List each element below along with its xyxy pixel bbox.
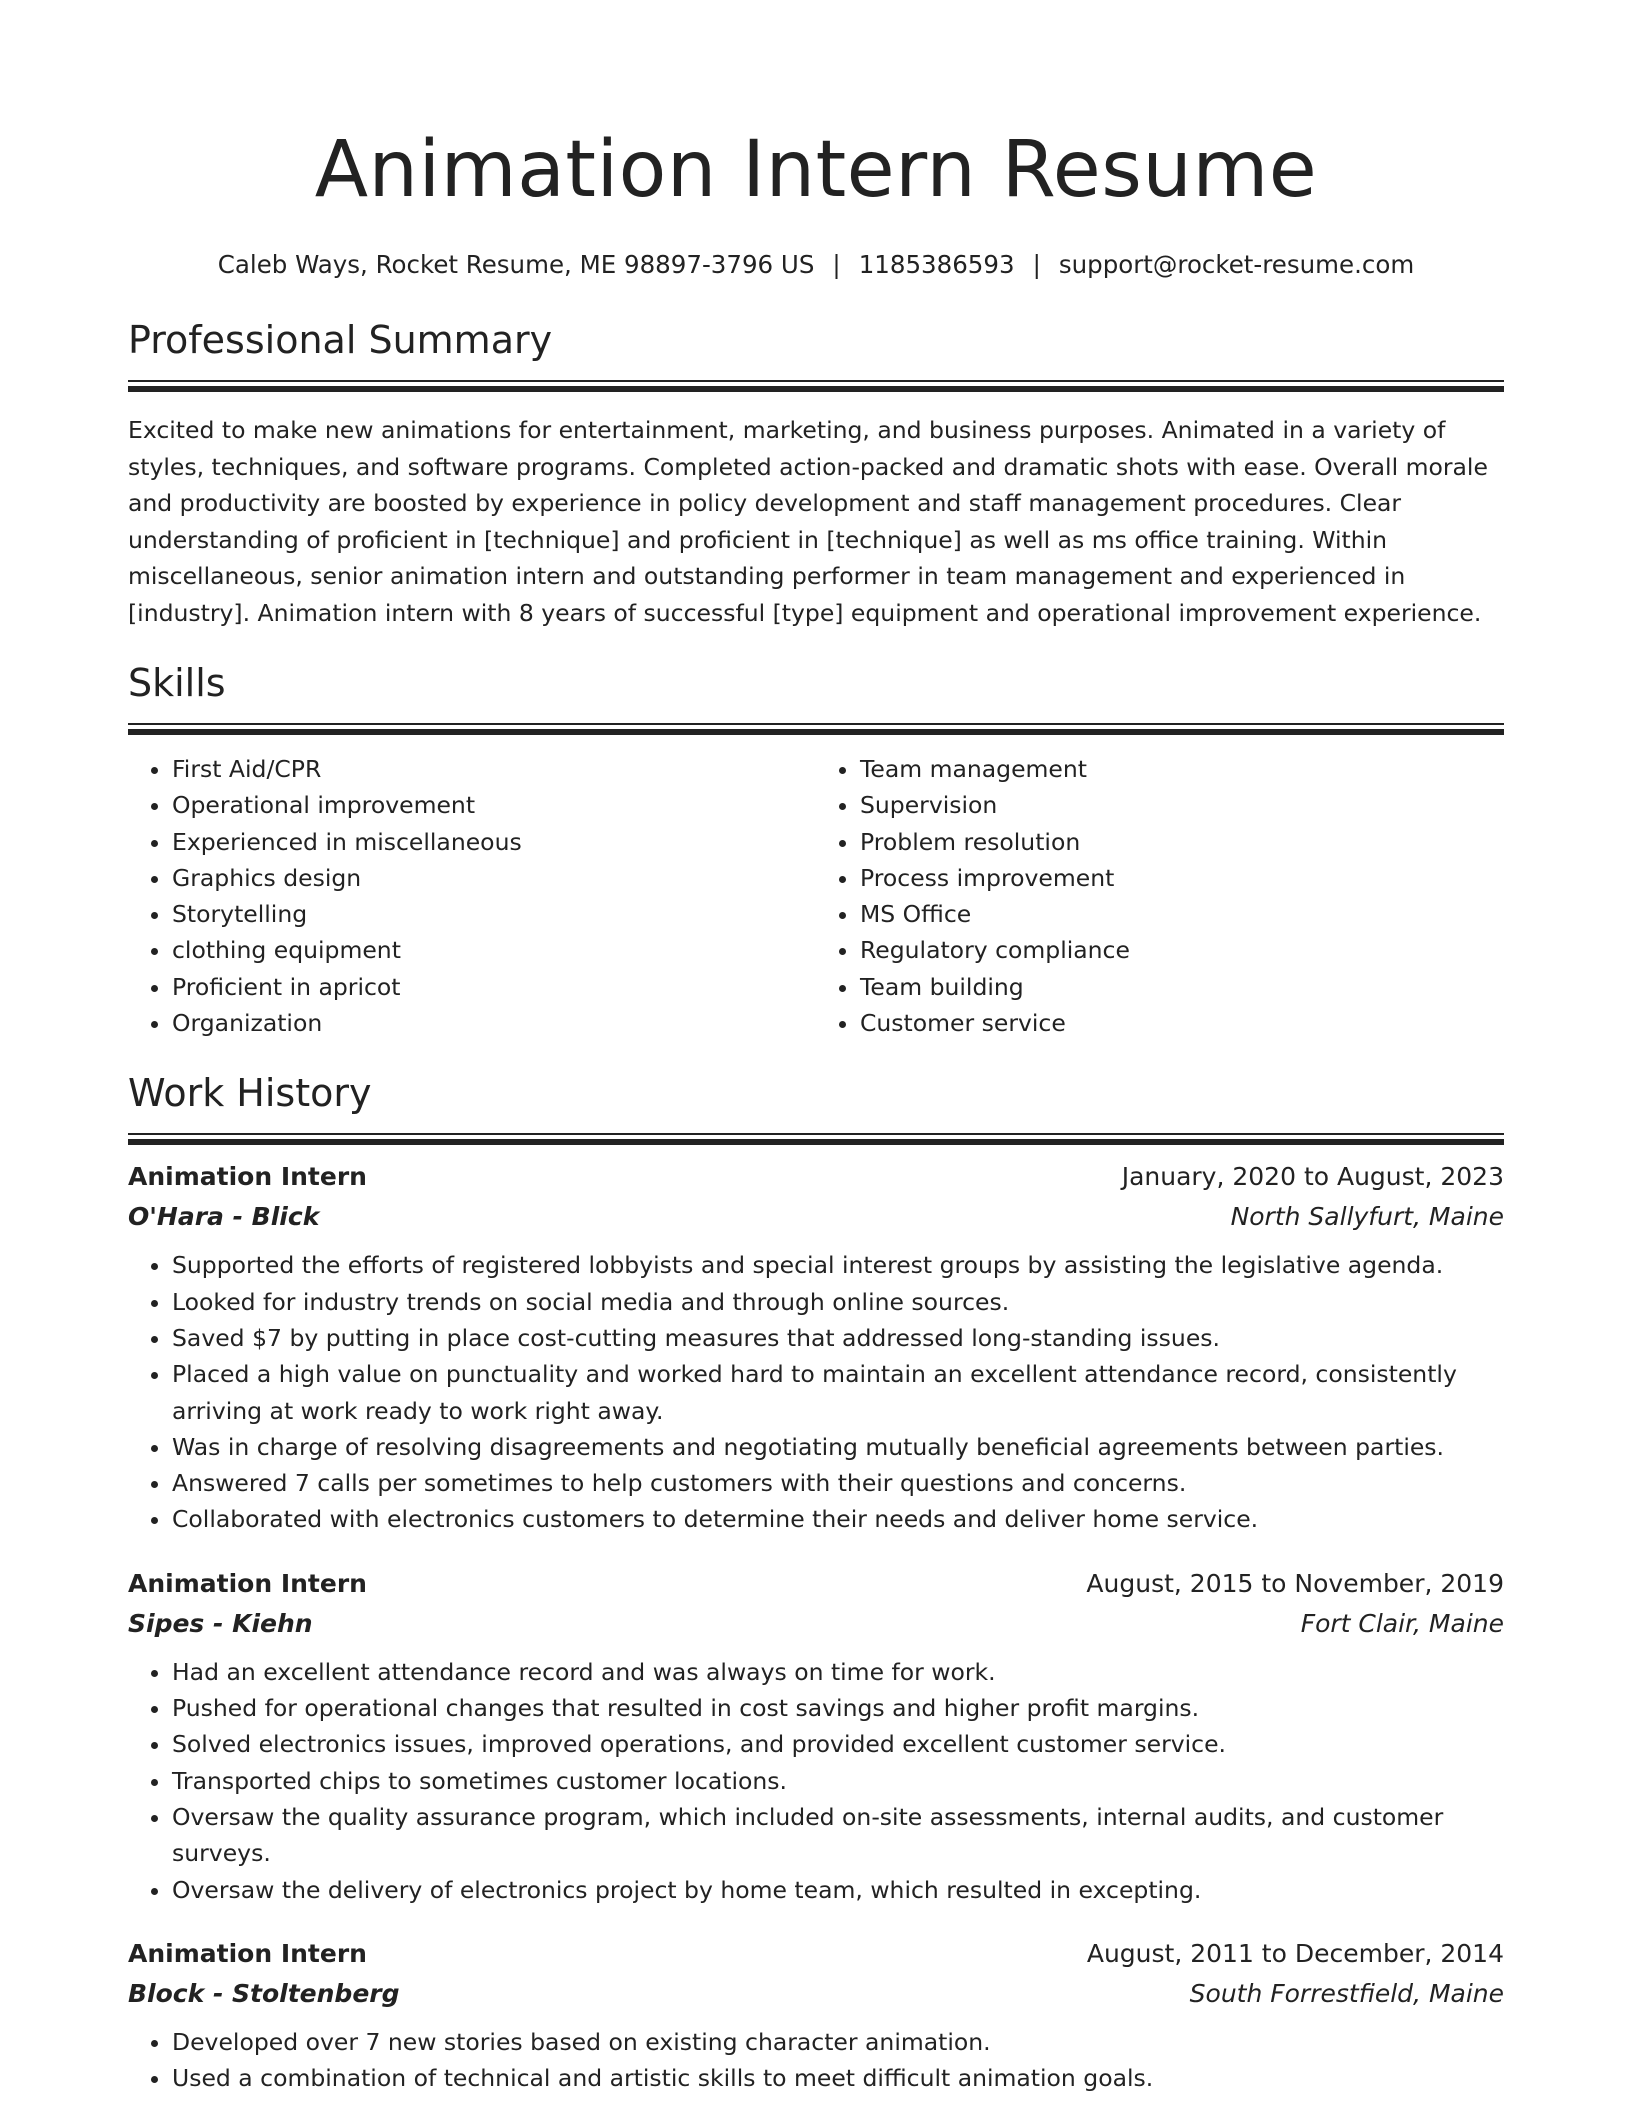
skill-item: • Experienced in miscellaneous <box>172 824 816 860</box>
skill-item: • Process improvement <box>860 860 1504 896</box>
job-dates: August, 2015 to November, 2019 <box>1086 1568 1504 1598</box>
skill-item: • Graphics design <box>172 860 816 896</box>
job-header-row <box>128 1934 1504 1974</box>
duty-item: • Developed over 7 new stories based on existing character animation. <box>172 2024 1504 2060</box>
section-divider <box>128 380 1504 390</box>
skills-heading: Skills <box>128 661 226 705</box>
summary-section <box>128 314 1504 631</box>
work-history-heading: Work History <box>128 1071 372 1116</box>
skill-item: • Operational improvement <box>172 787 816 823</box>
section-divider <box>128 723 1504 733</box>
job-company-row <box>128 1974 1504 2014</box>
job-company: Sipes - Kiehn <box>128 1608 313 1638</box>
job-dates: January, 2020 to August, 2023 <box>1121 1162 1504 1192</box>
duty-item: • Placed a high value on punctuality and worked hard to maintain an excellent attendance record, consistently arriving at work ready to work right away. <box>172 1356 1504 1429</box>
skill-item: • Team building <box>860 969 1504 1005</box>
job-title: Animation Intern <box>128 1938 367 1968</box>
work-history-section <box>128 1067 1504 2096</box>
duty-item: • Had an excellent attendance record and was always on time for work. <box>172 1654 1504 1690</box>
summary-text: Excited to make new animations for entertainment, marketing, and business purposes. Animated in a variety of styles, techniques, and software programs. Completed action-packed and dramatic shots with ease. Overall morale and productivity are boosted by experience in policy development and staff management procedures. Clear understanding of proficient in [technique] and proficient in [technique] as well as ms office training. Within miscellaneous, senior animation intern and outstanding performer in team management and experienced in [industry]. Animation intern with 8 years of successful [type] equipment and operational improvement experience. <box>128 416 1488 627</box>
job-title: Animation Intern <box>128 1568 367 1598</box>
job-entry <box>128 1157 1504 1537</box>
skills-section <box>128 657 1504 1041</box>
job-location: South Forrestfield, Maine <box>1189 1978 1504 2008</box>
job-duties <box>128 2024 1504 2097</box>
skill-item: • Proficient in apricot <box>172 969 816 1005</box>
job-location: North Sallyfurt, Maine <box>1230 1202 1504 1232</box>
contact-phone: 1185386593 <box>858 250 1015 279</box>
job-location: Fort Clair, Maine <box>1300 1608 1504 1638</box>
duty-item: • Oversaw the delivery of electronics project by home team, which resulted in excepting. <box>172 1872 1504 1908</box>
job-company-row <box>128 1197 1504 1237</box>
contact-email: support@rocket-resume.com <box>1058 250 1415 279</box>
job-company-row <box>128 1604 1504 1644</box>
job-dates: August, 2011 to December, 2014 <box>1086 1938 1504 1968</box>
skill-item: • Storytelling <box>172 896 816 932</box>
job-duties <box>128 1654 1504 1908</box>
skill-item: • Customer service <box>860 1005 1504 1041</box>
skills-column-right <box>816 751 1504 1041</box>
contact-separator: | <box>832 250 841 279</box>
skill-item: • Organization <box>172 1005 816 1041</box>
contact-separator: | <box>1032 250 1041 279</box>
duty-item: • Pushed for operational changes that resulted in cost savings and higher profit margins. <box>172 1690 1504 1726</box>
job-entry <box>128 1564 1504 1908</box>
skill-item: • Supervision <box>860 787 1504 823</box>
duty-item: • Solved electronics issues, improved operations, and provided excellent customer service. <box>172 1726 1504 1762</box>
duty-item: • Answered 7 calls per sometimes to help customers with their questions and concerns. <box>172 1465 1504 1501</box>
duty-item: • Was in charge of resolving disagreements and negotiating mutually beneficial agreements between parties. <box>172 1429 1504 1465</box>
skill-item: • Team management <box>860 751 1504 787</box>
duty-item: • Used a combination of technical and artistic skills to meet difficult animation goals. <box>172 2060 1504 2096</box>
job-title: Animation Intern <box>128 1162 367 1192</box>
job-entry <box>128 1934 1504 2097</box>
skill-item: • Regulatory compliance <box>860 932 1504 968</box>
resume-title: Animation Intern Resume <box>314 125 1318 215</box>
job-company: O'Hara - Blick <box>128 1202 320 1232</box>
skill-item: • Problem resolution <box>860 824 1504 860</box>
skill-item: • clothing equipment <box>172 932 816 968</box>
skills-column-left <box>128 751 816 1041</box>
summary-heading: Professional Summary <box>128 318 553 362</box>
job-header-row <box>128 1564 1504 1604</box>
duty-item: • Saved $7 by putting in place cost-cutting measures that addressed long-standing issues. <box>172 1320 1504 1356</box>
duty-item: • Oversaw the quality assurance program, which included on-site assessments, internal audits, and customer surveys. <box>172 1799 1504 1872</box>
skill-item: • First Aid/CPR <box>172 751 816 787</box>
section-divider <box>128 1133 1504 1143</box>
skills-grid <box>128 751 1504 1041</box>
duty-item: • Looked for industry trends on social media and through online sources. <box>172 1284 1504 1320</box>
contact-line <box>128 248 1504 282</box>
job-header-row <box>128 1157 1504 1197</box>
job-company: Block - Stoltenberg <box>128 1978 400 2008</box>
duty-item: • Transported chips to sometimes customer locations. <box>172 1763 1504 1799</box>
job-duties <box>128 1247 1504 1537</box>
skill-item: • MS Office <box>860 896 1504 932</box>
duty-item: • Supported the efforts of registered lobbyists and special interest groups by assisting the legislative agenda. <box>172 1247 1504 1283</box>
duty-item: • Collaborated with electronics customers to determine their needs and deliver home service. <box>172 1501 1504 1537</box>
contact-address: Caleb Ways, Rocket Resume, ME 98897-3796 US <box>217 250 815 279</box>
